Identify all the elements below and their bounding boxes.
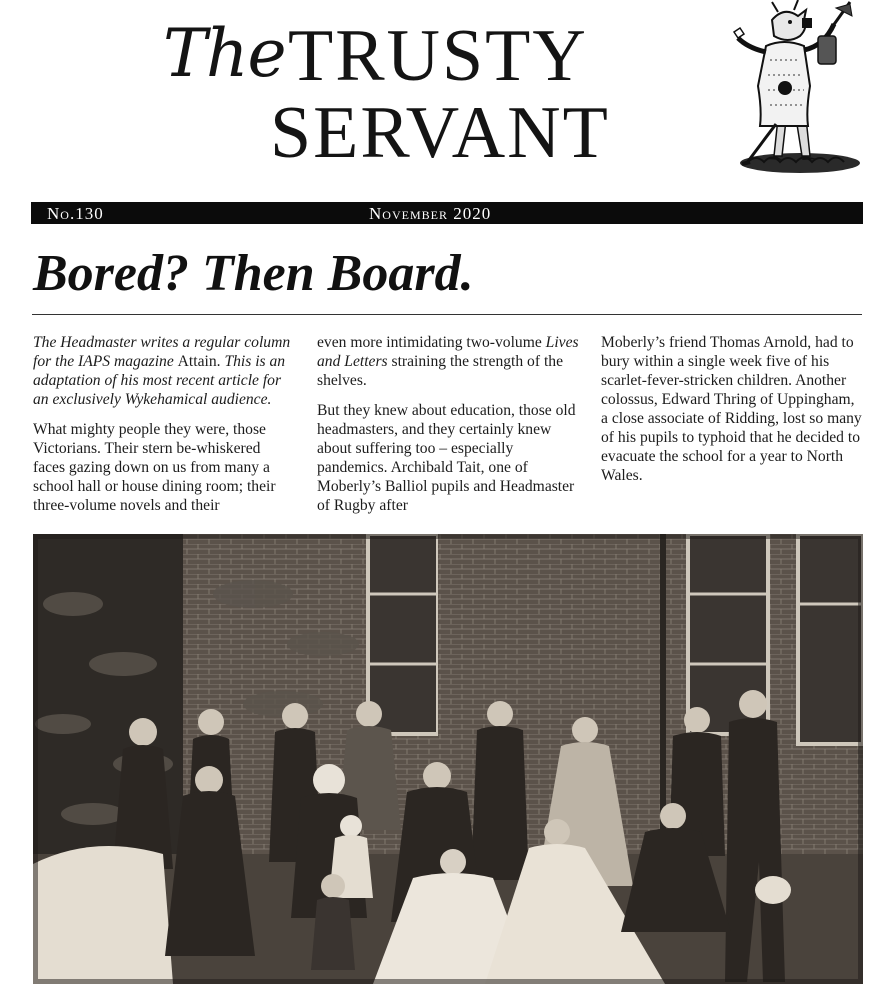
paragraph-1: What mighty people they were, those Victorians. Their stern be-whiskered faces gazing down on us from many a school hall or house dining room; their three-volume novels and their [33,421,276,514]
article-column-2 [317,333,579,515]
p1-end-text: straining the strength of the shelves. [317,353,564,389]
p1-cont-text: even more intimidating two-volume [317,334,546,351]
masthead-title-line2: SERVANT [270,92,610,174]
issue-bar [31,202,863,224]
trusty-servant-illustration [718,0,863,178]
issue-date: November 2020 [369,204,492,223]
article-headline: Bored? Then Board. [33,245,474,302]
paragraph-3: Moberly’s friend Thomas Arnold, had to bury within a single week five of his scarlet-fever-stricken children. Another colossus, Edward Thring of Uppingham, a close associate of Ridding, lost so many of his pupils to typhoid that he decided to evacuate the school for a year to North Wales. [601,334,862,484]
article-intro [33,333,295,409]
masthead-the: The [163,15,286,92]
article-column-1 [33,333,295,515]
intro-text-b: This is an adaptation of his most recent article for an exclusively Wykehamical audience. [33,353,286,408]
intro-magazine: Attain. [177,353,221,370]
p1-book-title: Lives and Letters [317,334,579,370]
masthead [0,0,885,200]
window-left [368,534,438,734]
group-photograph [33,534,863,984]
photo-scene [33,534,863,984]
paragraph-1-continued [317,333,579,390]
intro-text-a: The Headmaster writes a regular column for the IAPS magazine [33,334,291,370]
paragraph-2: But they knew about education, those old headmasters, and they certainly knew about suffering too – especially pandemics. Archibald Tait, one of Moberly’s Balliol pupils and Headmaster of Rugby after [317,402,576,514]
issue-number: No.130 [47,204,104,223]
headline-rule [32,314,862,315]
article-column-3 [601,333,863,485]
masthead-title-line1: TRUSTY [288,15,588,97]
